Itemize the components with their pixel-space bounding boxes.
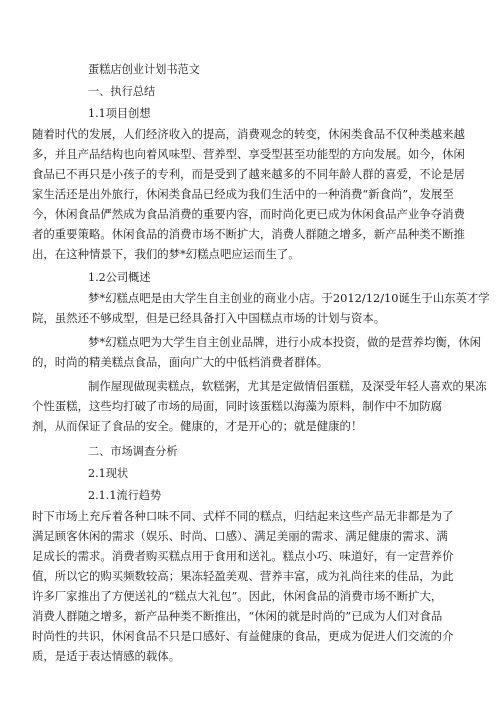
paragraph-line: 的，时尚的精美糕点食品，面向广大的中低档消费者群体。 bbox=[32, 355, 329, 369]
subsection-heading-1-2: 1.2公司概述 bbox=[88, 271, 151, 284]
subsection-heading-2-1-1: 2.1.1流行趋势 bbox=[88, 489, 162, 502]
paragraph-line: 家生活还是出外旅行，休闲类食品已经成为我们生活中的一种消费“新食尚”，发展至 bbox=[32, 187, 454, 201]
paragraph-line: 满足顾客休闲的需求（娱乐、时尚、口感）、满足美丽的需求、满足健康的需求、满 bbox=[32, 529, 448, 543]
document-title: 蛋糕店创业计划书范文 bbox=[88, 63, 200, 76]
paragraph-line: 消费人群随之增多，新产品种类不断推出，“休闲的就是时尚的”已成为人们对食品 bbox=[32, 609, 443, 623]
paragraph-line: 梦*幻糕点吧为大学生自主创业品牌，进行小成本投资，做的是营养均衡，休闲 bbox=[88, 335, 481, 349]
subsection-heading-1-1: 1.1项目创想 bbox=[88, 107, 151, 120]
section-heading-1: 一、执行总结 bbox=[88, 85, 156, 98]
paragraph-line: 值，所以它的购买频数较高；果冻轻盈美观、营养丰富，成为礼尚往来的佳品，为此 bbox=[32, 569, 454, 583]
paragraph-line: 今，休闲食品俨然成为食品消费的重要内容，而时尚化更已成为休闲食品产业争夺消费 bbox=[32, 207, 465, 221]
paragraph-line: 随着时代的发展，人们经济收入的提高，消费观念的转变，休闲类食品不仅种类越来越 bbox=[32, 127, 465, 141]
paragraph-line: 出，在这种情景下，我们的梦*幻糕点吧应运而生了。 bbox=[32, 247, 300, 261]
paragraph-line: 院，虽然还不够成型，但是已经具备打入中国糕点市场的计划与资本。 bbox=[32, 311, 386, 325]
paragraph-line: 足成长的需求。消费者购买糕点用于食用和送礼。糕点小巧、味道好，有一定营养价 bbox=[32, 549, 454, 563]
paragraph-line: 者的重要策略。休闲食品的消费市场不断扩大，消费人群随之增多，新产品种类不断推 bbox=[32, 227, 465, 241]
paragraph-line: 制作屋现做现卖糕点，软糕粥，尤其是定做情侣蛋糕，及深受年轻人喜欢的果冻 bbox=[88, 379, 487, 393]
paragraph-line: 时下市场上充斥着各种口味不同、式样不同的糕点，归结起来这些产品无非都是为了 bbox=[32, 509, 454, 523]
section-heading-2: 二、市场调查分析 bbox=[88, 445, 178, 458]
subsection-heading-2-1: 2.1现状 bbox=[88, 467, 129, 480]
paragraph-line: 时尚性的共识，休闲食品不只是口感好、有益健康的食品，更成为促进人们交流的介 bbox=[32, 629, 454, 643]
paragraph-line: 个性蛋糕，这些均打破了市场的局面，同时该蛋糕以海藻为原料，制作中不加防腐 bbox=[32, 399, 443, 413]
paragraph-line: 食品已不再只是小孩子的专利，而是受到了越来越多的不同年龄人群的喜爱，不论是居 bbox=[32, 167, 465, 181]
paragraph-line: 剂，从而保证了食品的安全。健康的，才是开心的；就是健康的！ bbox=[32, 419, 363, 433]
paragraph-line: 许多厂家推出了方便送礼的“糕点大礼包”。因此，休闲食品的消费市场不断扩大， bbox=[32, 589, 443, 603]
paragraph-line: 质，是适于表达情感的载体。 bbox=[32, 649, 181, 663]
paragraph-line: 多，并且产品结构也向着风味型、营养型、享受型甚至功能型的方向发展。如今，休闲 bbox=[32, 147, 465, 161]
paragraph-line: 梦*幻糕点吧是由大学生自主创业的商业小店。于2012/12/10诞生于山东英才学 bbox=[88, 291, 490, 305]
